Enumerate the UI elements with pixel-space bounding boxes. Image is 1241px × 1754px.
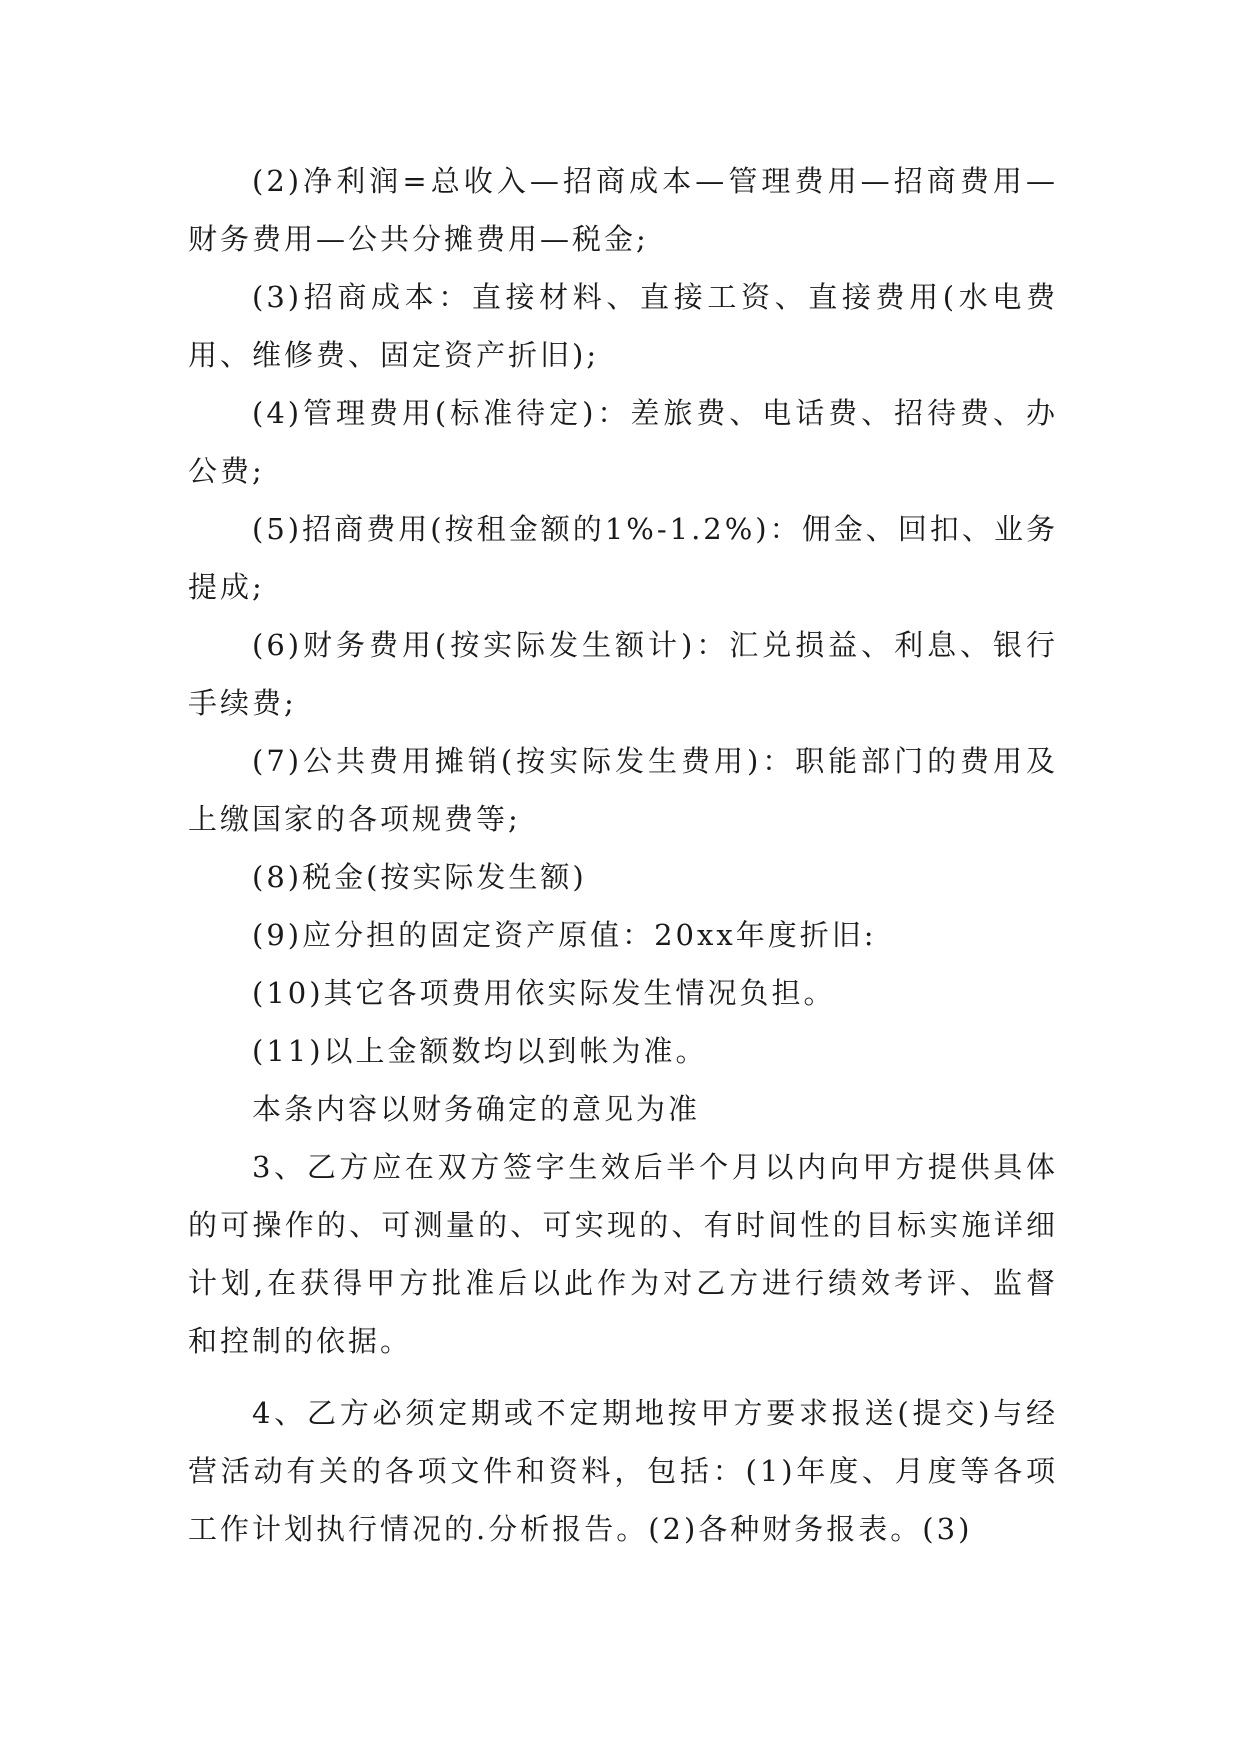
paragraph: (10)其它各项费用依实际发生情况负担。 — [252, 976, 836, 1010]
paragraph: (9)应分担的固定资产原值：20xx年度折旧: — [252, 918, 877, 952]
paragraph: 本条内容以财务确定的意见为准 — [252, 1092, 701, 1126]
paragraph: (7)公共费用摊销(按实际发生费用)：职能部门的费用及上缴国家的各项规费等; — [188, 744, 1058, 836]
paragraph: (4)管理费用(标准待定)：差旅费、电话费、招待费、办公费; — [188, 396, 1058, 488]
paragraph: 4、乙方必须定期或不定期地按甲方要求报送(提交)与经营活动有关的各项文件和资料，包括：(1)年度、月度等各项工作计划执行情况的.分析报告。(2)各种财务报表。(3) — [188, 1396, 1058, 1546]
document-body — [188, 152, 1058, 1558]
paragraph: (8)税金(按实际发生额) — [252, 860, 587, 894]
paragraph: (3)招商成本：直接材料、直接工资、直接费用(水电费用、维修费、固定资产折旧); — [188, 280, 1058, 372]
paragraph: (2)净利润=总收入—招商成本—管理费用—招商费用—财务费用—公共分摊费用—税金; — [188, 164, 1058, 256]
paragraph: (6)财务费用(按实际发生额计)：汇兑损益、利息、银行手续费; — [188, 628, 1058, 720]
paragraph: (5)招商费用(按租金额的1%-1.2%)：佣金、回扣、业务提成; — [188, 512, 1058, 604]
paragraph: 3、乙方应在双方签字生效后半个月以内向甲方提供具体的可操作的、可测量的、可实现的、有时间性的目标实施详细计划,在获得甲方批准后以此作为对乙方进行绩效考评、监督和控制的依据。 — [188, 1150, 1058, 1358]
paragraph: (11)以上金额数均以到帐为准。 — [252, 1034, 708, 1068]
